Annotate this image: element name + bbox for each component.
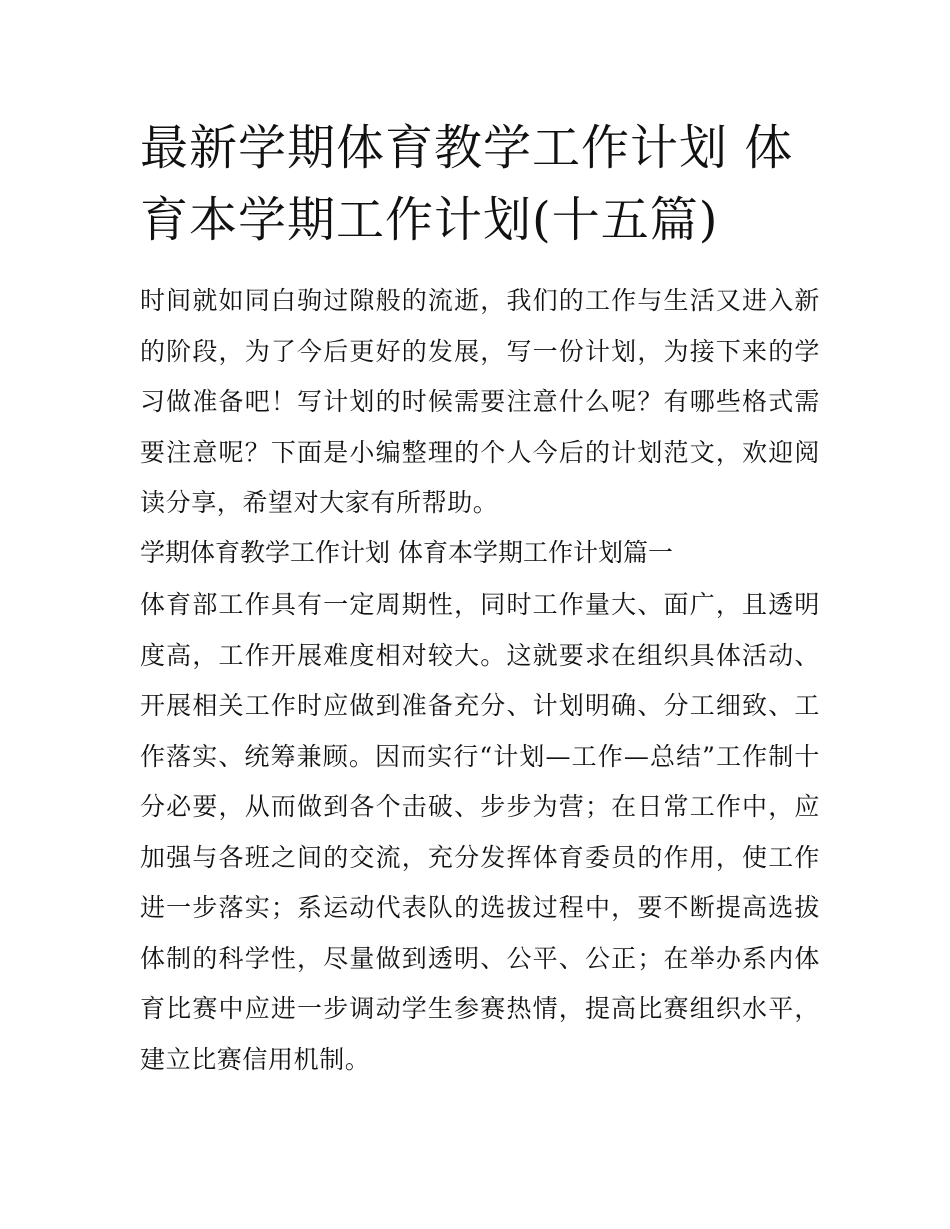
document-title: 最新学期体育教学工作计划 体育本学期工作计划(十五篇) xyxy=(140,120,794,248)
body-paragraph: 体育部工作具有一定周期性，同时工作量大、面广，且透明度高，工作开展难度相对较大。这就要求在组织具体活动、开展相关工作时应做到准备充分、计划明确、分工细致、工作落实、统筹兼顾。因而实行“计划—工作—总结”工作制十分必要，从而做到各个击破、步步为营；在日常工作中，应加强与各班之间的交流，充分发挥体育委员的作用，使工作进一步落实；系运动代表队的选拔过程中，要不断提高选拔体制的科学性，尽量做到透明、公平、公正；在举办系内体育比赛中应进一步调动学生参赛热情，提高比赛组织水平，建立比赛信用机制。 xyxy=(140,590,820,1074)
section-heading: 学期体育教学工作计划 体育本学期工作计划篇一 xyxy=(140,538,673,567)
intro-paragraph: 时间就如同白驹过隙般的流逝，我们的工作与生活又进入新的阶段，为了今后更好的发展，写一份计划，为接下来的学习做准备吧！写计划的时候需要注意什么呢？有哪些格式需要注意呢？下面是小编整理的个人今后的计划范文，欢迎阅读分享，希望对大家有所帮助。 xyxy=(140,286,820,517)
